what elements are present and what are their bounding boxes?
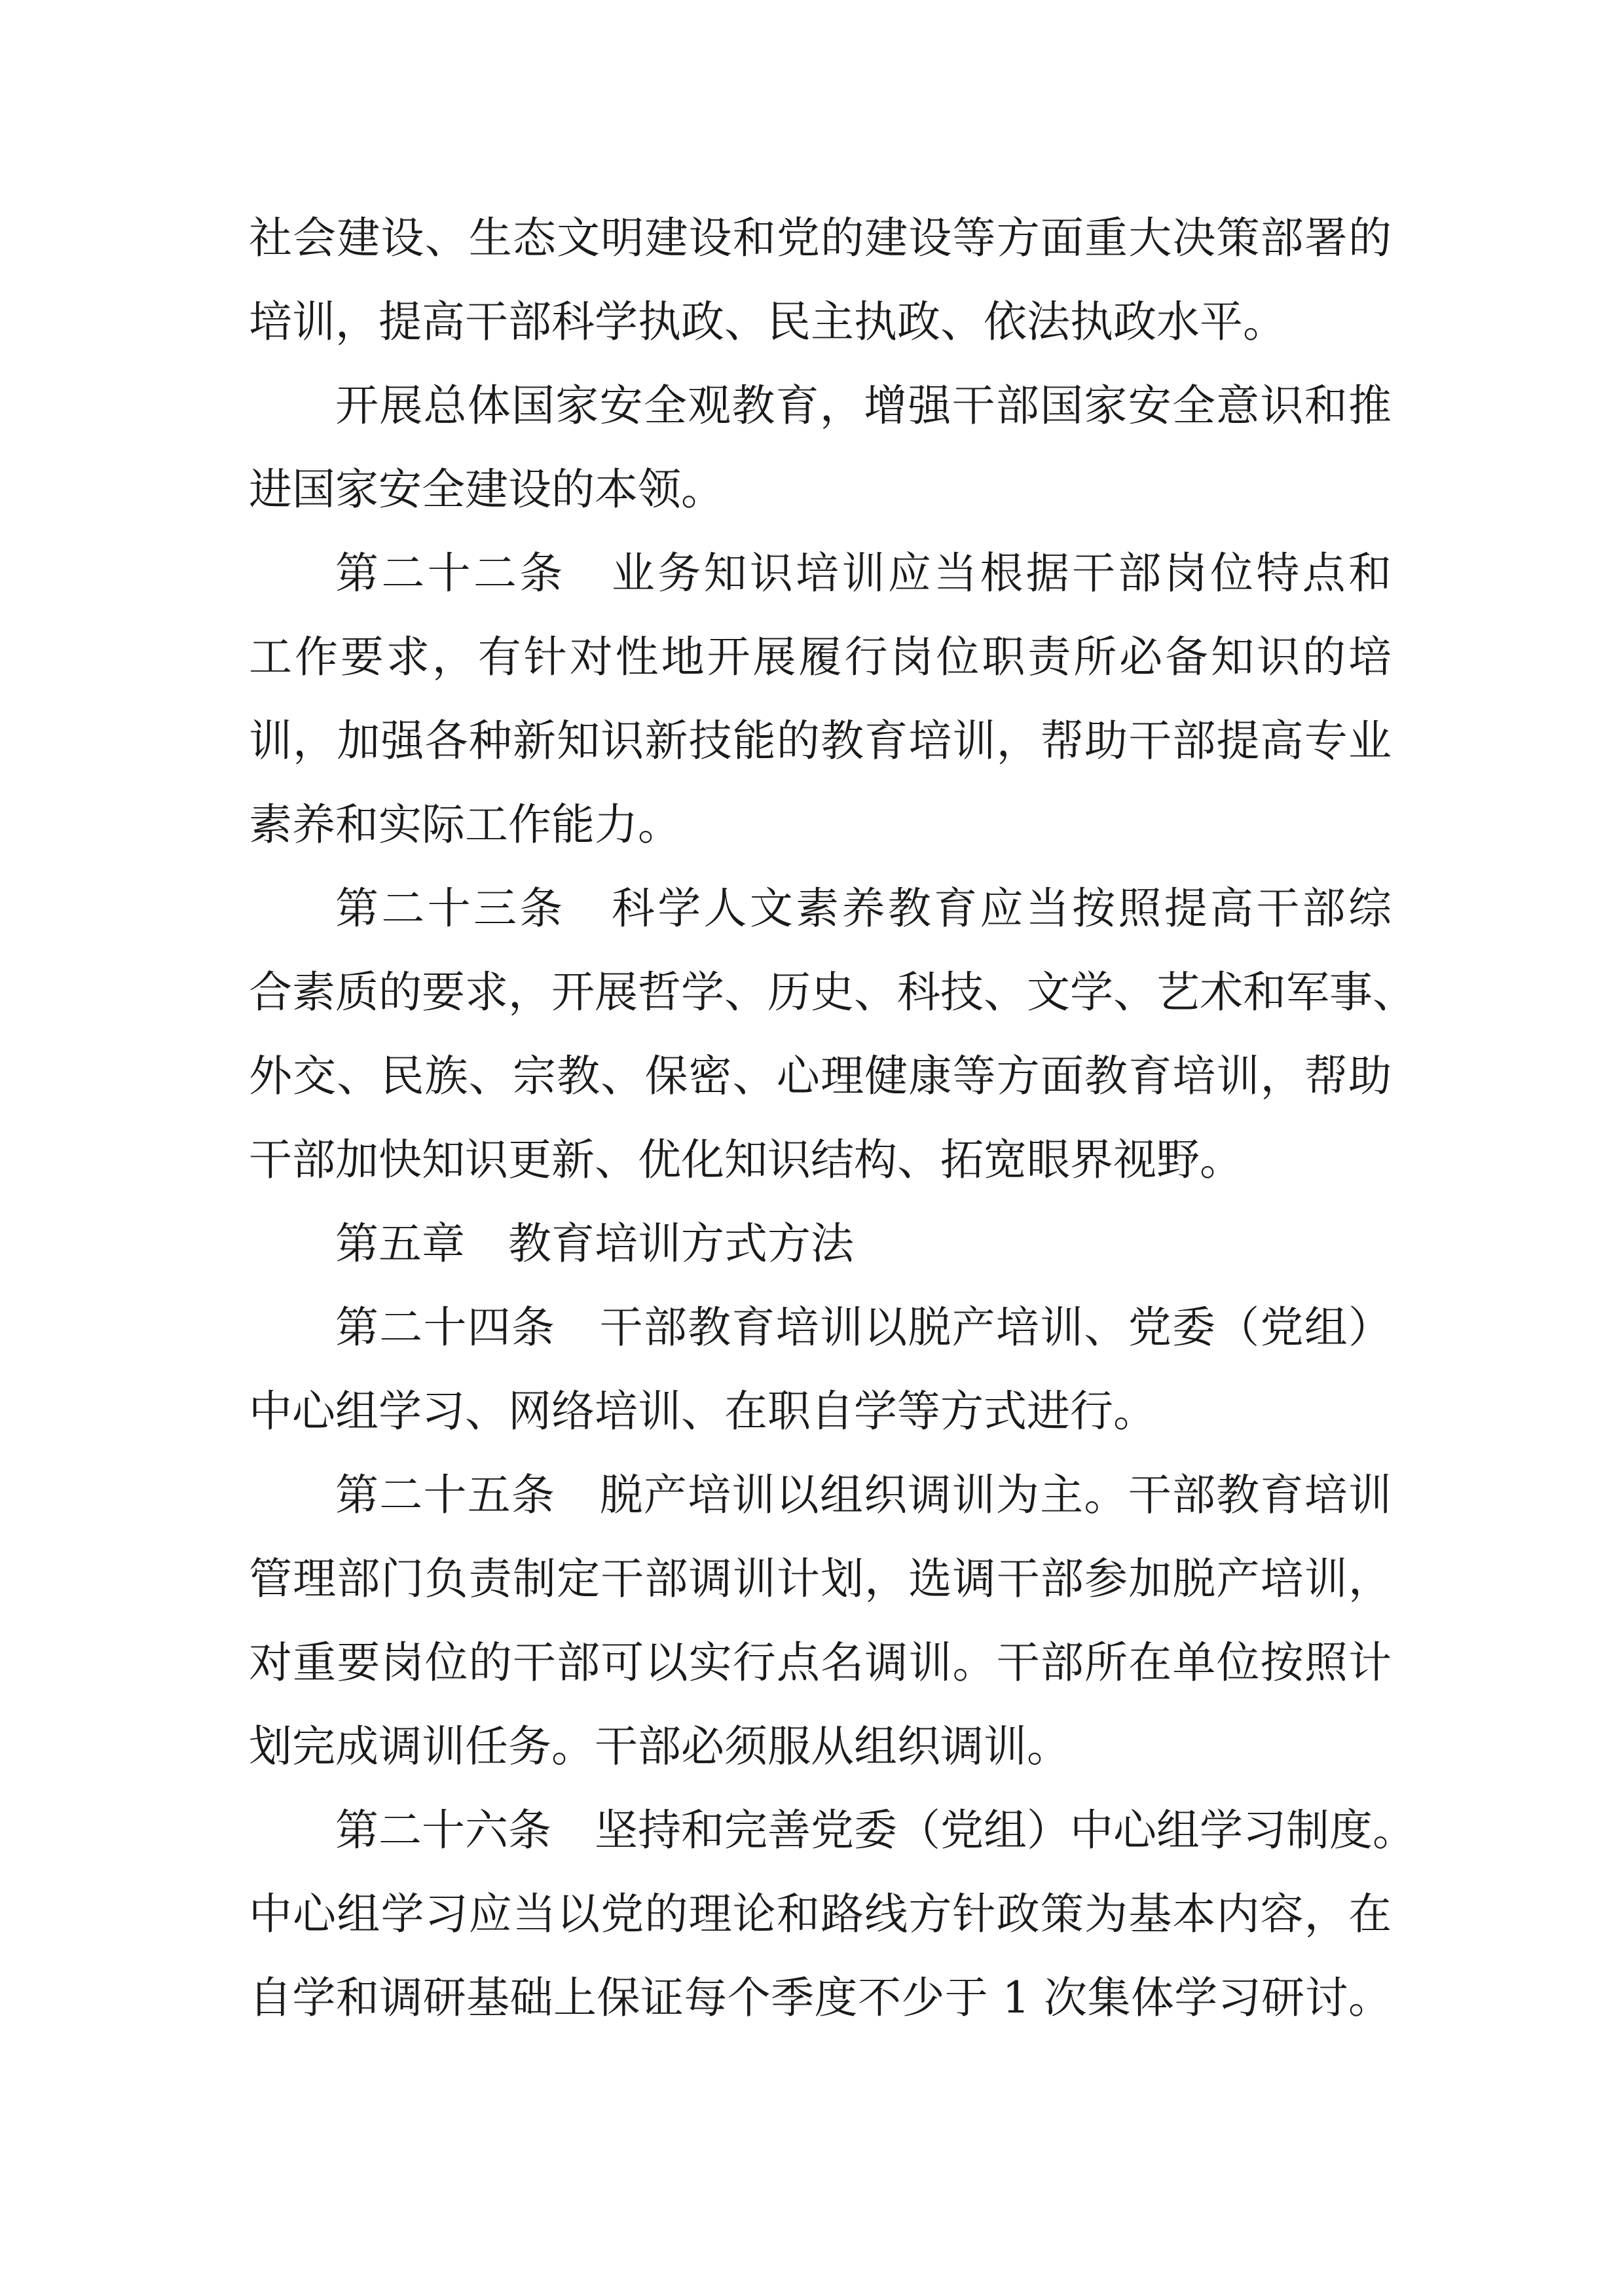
document-body <box>249 196 1416 2040</box>
text-line: 训，加强各种新知识新技能的教育培训，帮助干部提高专业 <box>249 716 1392 766</box>
chapter-heading: 第五章 教育培训方式方法 <box>335 1218 854 1269</box>
text-line: 自学和调研基础上保证每个季度不少于 1 次集体学习研讨。 <box>249 1973 1392 2023</box>
article-heading-line: 第二十六条 坚持和完善党委（党组）中心组学习制度。 <box>335 1805 1416 1855</box>
article-heading-line: 第二十三条 科学人文素养教育应当按照提高干部综 <box>335 883 1392 934</box>
article-heading-line: 第二十五条 脱产培训以组织调训为主。干部教育培训 <box>335 1470 1392 1520</box>
text-line: 进国家安全建设的本领。 <box>249 464 724 515</box>
text-line: 对重要岗位的干部可以实行点名调训。干部所在单位按照计 <box>249 1637 1392 1688</box>
text-line: 工作要求，有针对性地开展履行岗位职责所必备知识的培 <box>249 632 1392 682</box>
text-line: 合素质的要求，开展哲学、历史、科技、文学、艺术和军事、 <box>249 967 1416 1017</box>
text-line: 中心组学习应当以党的理论和路线方针政策为基本内容，在 <box>249 1889 1392 1939</box>
text-line: 外交、民族、宗教、保密、心理健康等方面教育培训，帮助 <box>249 1051 1392 1101</box>
text-line: 中心组学习、网络培训、在职自学等方式进行。 <box>249 1386 1156 1436</box>
text-line: 社会建设、生态文明建设和党的建设等方面重大决策部署的 <box>249 213 1392 263</box>
article-heading-line: 第二十四条 干部教育培训以脱产培训、党委（党组） <box>335 1302 1392 1353</box>
article-heading-line: 第二十二条 业务知识培训应当根据干部岗位特点和 <box>335 548 1392 598</box>
paragraph-start-line: 开展总体国家安全观教育，增强干部国家安全意识和推 <box>335 380 1392 431</box>
text-line: 培训，提高干部科学执政、民主执政、依法执政水平。 <box>249 297 1286 347</box>
text-line: 划完成调训任务。干部必须服从组织调训。 <box>249 1721 1070 1772</box>
text-line: 干部加快知识更新、优化知识结构、拓宽眼界视野。 <box>249 1135 1243 1185</box>
text-line: 素养和实际工作能力。 <box>249 799 681 850</box>
text-line: 管理部门负责制定干部调训计划，选调干部参加脱产培训， <box>249 1554 1392 1604</box>
